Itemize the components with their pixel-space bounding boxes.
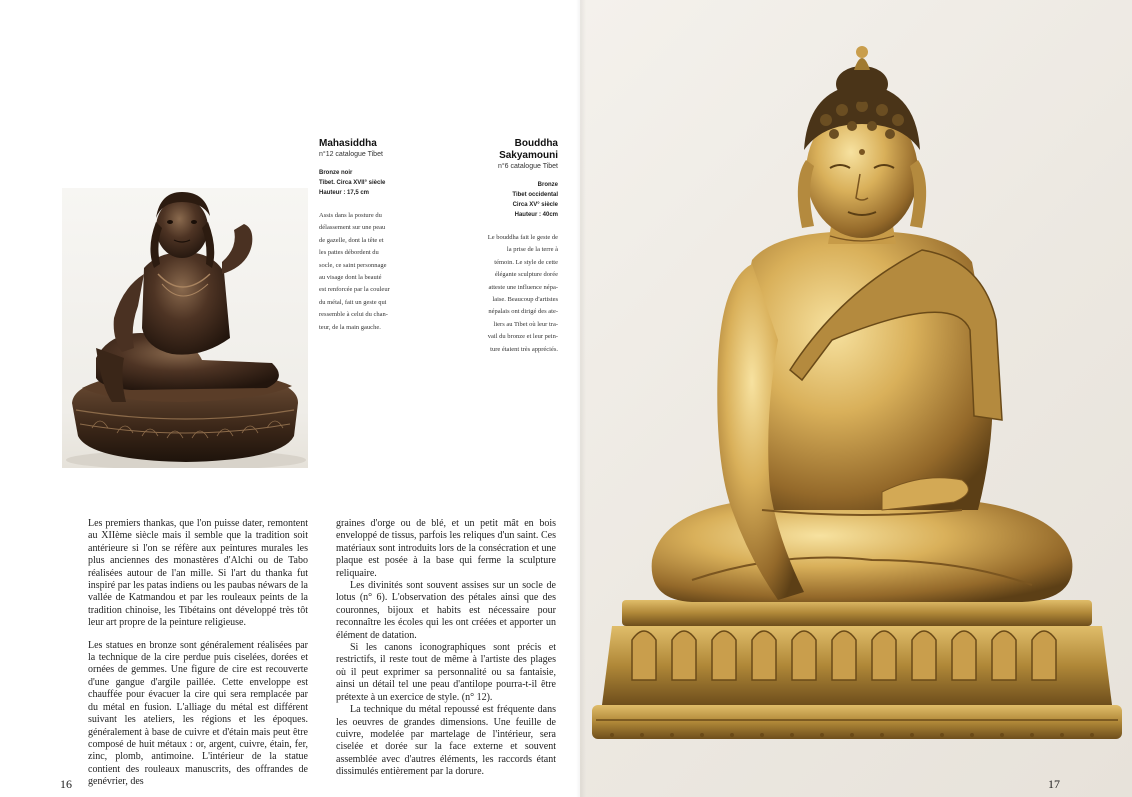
- caption-line: est renforcée par la couleur: [319, 286, 390, 294]
- caption-material: Bronze noir: [319, 170, 353, 176]
- caption-origin: Tibet. Circa XVII° siècle: [319, 180, 386, 186]
- caption-line: délassement sur une peau: [319, 224, 386, 232]
- body-column-1: [88, 518, 308, 797]
- caption-line: au visage dont la beauté: [319, 274, 382, 282]
- caption-line: témoin. Le style de cette: [494, 258, 558, 266]
- body-paragraph: La technique du métal repoussé est fréquente dans les oeuvres de grandes dimensions. Une feuille de cuivre, modelée par martelage de l'intérieur, sera ciselée et dorée sur la face externe et souvent assemblée avec d'autres éléments, les raccords étant dissimulés entièrement par la dorure.: [336, 704, 556, 778]
- caption-title-line2: Sakyamouni: [499, 150, 558, 161]
- page-number-left: 16: [60, 777, 72, 791]
- body-paragraph: Les divinités sont souvent assises sur un socle de lotus (n° 6). L'observation des pétales ainsi que des couronnes, bijoux et habits est nécessaire pour reconnaître les écoles qui les ont créées et apporter un élément de datation.: [336, 580, 556, 641]
- caption-title-line1: Bouddha: [514, 138, 558, 149]
- caption-line: la prise de la terre à: [506, 246, 558, 254]
- body-paragraph: Si les canons iconographiques sont précis et restrictifs, il reste tout de même à l'artiste des plages où il peut exprimer sa personnalité ou sa fantaisie, ainsi un détail tel une peau d'antilope pourra-t-il être prétexte à un exercice de style. (n° 12).: [336, 642, 556, 703]
- caption-line: Le bouddha fait le geste de: [487, 234, 558, 241]
- caption-line: ture étaient très appréciés.: [490, 345, 558, 353]
- body-paragraph: Les statues en bronze sont généralement réalisées par la technique de la cire perdue puis ciselées, dorées et ornées de gemmes. Une figure de cire est recouverte d'une gangue d'argile paillée. Cette enveloppe est chauffée pour évacuer la cire qui sera remplacée par du métal en fusion. L'alliage du métal est différent suivant les ateliers, les régions et les époques. généralement à base de cuivre et d'étain mais peut être composé de huit métaux : or, argent, cuivre, étain, fer, zinc, plomb, antimoine. L'intérieur de la statue contient des rouleaux manuscrits, des offrandes de genévrier, des: [88, 639, 308, 788]
- caption-subtitle: n°6 catalogue Tibet: [497, 163, 558, 170]
- caption-line: ressemble à celui du chan-: [319, 311, 388, 319]
- caption-line: élégante sculpture dorée: [494, 271, 558, 279]
- caption-description: [470, 232, 558, 356]
- caption-bouddha: [470, 138, 558, 356]
- caption-date: Circa XV° siècle: [512, 202, 558, 208]
- body-paragraph: graines d'orge ou de blé, et un petit mât en bois enveloppé de tissus, parfois les reliques d'un saint. Ces matériaux sont introduits lors de la consécration et une plaque est posée à la base qui ferme la sculpture reliquaire.: [336, 518, 556, 579]
- caption-line: du métal, fait un geste qui: [319, 298, 387, 306]
- caption-line: vail du bronze et leur pein-: [487, 333, 558, 341]
- caption-line: Assis dans la posture du: [319, 212, 382, 219]
- buddha-statue-photo: [582, 40, 1132, 760]
- caption-line: laise. Beaucoup d'artistes: [492, 296, 558, 304]
- caption-material: Bronze: [537, 182, 558, 188]
- page-number-right: 17: [1048, 777, 1060, 791]
- book-gutter-shadow: [576, 0, 586, 797]
- caption-subtitle: n°12 catalogue Tibet: [319, 151, 383, 158]
- caption-description: [319, 210, 419, 334]
- caption-line: liers au Tibet où leur tra-: [493, 320, 558, 328]
- caption-size: Hauteur : 17,5 cm: [319, 190, 370, 196]
- caption-title: Mahasiddha: [319, 138, 377, 149]
- caption-line: népalais ont dirigé des ate-: [488, 308, 558, 316]
- caption-line: de gazelle, dont la tête et: [319, 236, 384, 244]
- mahasiddha-statue-photo: [62, 188, 308, 468]
- body-paragraph: Les premiers thankas, que l'on puisse dater, remontent au XIIème siècle mais il semble que la tradition soit antérieure si l'on se réfère aux peintures murales les plus anciennes des monastères d'Alchi ou de Tabo réalisées autour de l'an mille. Si l'art du thanka fut inspiré par les patas indiens ou les paubas néwars de la vallée de Katmandou et par les rouleaux peints de la tradition chinoise, les Tibétains ont développé très tôt leur art propre de la peinture religieuse.: [88, 518, 308, 629]
- caption-line: socle, ce saint personnage: [319, 261, 387, 269]
- caption-line: atteste une influence népa-: [488, 283, 558, 291]
- caption-line: les pattes débordent du: [319, 249, 379, 257]
- caption-line: teur, de la main gauche.: [319, 323, 381, 331]
- body-column-2: [336, 518, 556, 779]
- caption-size: Hauteur : 40cm: [514, 212, 558, 218]
- caption-mahasiddha: [319, 138, 419, 334]
- caption-origin: Tibet occidental: [512, 192, 558, 198]
